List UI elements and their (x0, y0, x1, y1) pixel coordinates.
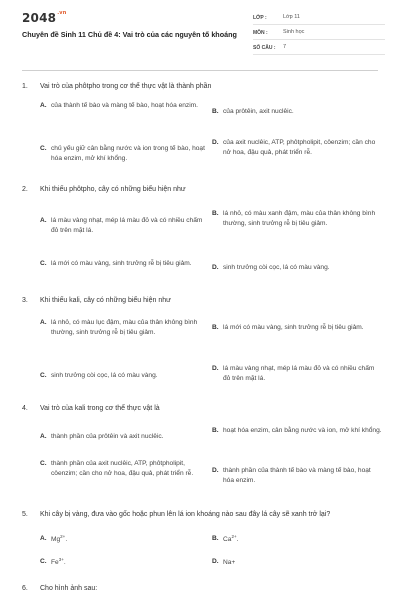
ion-symbol: Mg (51, 536, 61, 544)
meta-row-grade (253, 12, 385, 25)
question-3 (22, 296, 382, 305)
ion-symbol: Na+ (223, 559, 236, 567)
option-letter: B. (212, 324, 219, 331)
option-2d[interactable] (212, 263, 382, 273)
question-4 (22, 404, 382, 413)
question-text: Khi cây bị vàng, đưa vào gốc hoặc phun lên lá ion khoáng nào sau đây lá cây sẽ xanh trở lại? (40, 511, 331, 518)
meta-label: LỚP : (253, 14, 267, 21)
site-logo[interactable] (22, 10, 67, 26)
option-text: lá màu vàng nhạt, mép lá màu đỏ và có nhiều chấm đỏ trên mặt lá. (223, 365, 375, 382)
option-5c[interactable] (40, 557, 210, 568)
option-text (51, 534, 210, 545)
option-1d[interactable] (212, 138, 382, 157)
meta-label: SỐ CÂU : (253, 44, 276, 51)
question-number: 6. (22, 585, 28, 592)
option-letter: A. (40, 217, 47, 224)
question-text: Vai trò của kali trong cơ thể thực vật là (40, 405, 160, 412)
question-stem (22, 510, 382, 519)
ion-symbol: Ca (223, 536, 232, 544)
option-text: sinh trưởng còi cọc, lá có màu vàng. (223, 264, 330, 271)
meta-row-count (253, 42, 385, 55)
document-header (0, 0, 400, 68)
option-text: lá màu vàng nhạt, mép lá màu đỏ và có nhiều chấm đỏ trên mặt lá. (51, 217, 203, 234)
option-letter: C. (40, 372, 47, 379)
question-text: Cho hình ảnh sau: (40, 585, 98, 592)
option-text: của axit nuclêic, ATP, phôtpholipit, côenzim; cần cho nở hoa, đậu quả, phát triển rễ. (223, 139, 376, 156)
meta-panel (253, 12, 385, 57)
question-stem (22, 584, 382, 593)
question-6 (22, 584, 382, 593)
question-stem (22, 185, 382, 194)
option-4c[interactable] (40, 459, 210, 478)
question-stem (22, 82, 382, 91)
option-letter: A. (40, 102, 47, 109)
option-tail: . (63, 559, 66, 567)
option-letter: D. (212, 365, 219, 372)
option-text: của thành tế bào và màng tế bào, hoạt hóa enzim. (51, 102, 198, 109)
option-letter: C. (40, 260, 47, 267)
option-3b[interactable] (212, 323, 382, 333)
meta-value: Sinh học (283, 29, 305, 36)
header-divider (22, 70, 378, 71)
option-tail: . (236, 536, 239, 544)
option-1a[interactable] (40, 101, 210, 111)
option-letter: D. (212, 264, 219, 271)
option-letter: A. (40, 535, 47, 542)
option-3d[interactable] (212, 364, 382, 383)
option-letter: B. (212, 210, 219, 217)
option-5d[interactable] (212, 557, 382, 568)
option-text: thành phần của axit nuclêic, ATP, phôtpholipit, côenzim; cần cho nở hoa, đậu quả, phát triển rễ. (51, 460, 194, 477)
meta-value: Lớp 11 (283, 14, 300, 21)
question-number: 4. (22, 405, 28, 412)
option-text (223, 557, 382, 568)
ion-symbol: Fe (51, 559, 59, 567)
option-text: sinh trưởng còi cọc, lá có màu vàng. (51, 372, 158, 379)
option-text (51, 557, 210, 568)
option-5b[interactable] (212, 534, 382, 545)
question-2 (22, 185, 382, 194)
question-text: Vai trò của phôtpho trong cơ thể thực vật là thành phần (40, 83, 212, 90)
option-letter: A. (40, 319, 47, 326)
question-stem (22, 296, 382, 305)
option-letter: D. (212, 558, 219, 565)
option-letter: C. (40, 145, 47, 152)
option-text: thành phần của thành tế bào và màng tế bào, hoạt hóa enzim. (223, 467, 371, 484)
option-3c[interactable] (40, 371, 210, 381)
option-tail: . (65, 536, 68, 544)
option-2a[interactable] (40, 216, 208, 235)
question-number: 3. (22, 297, 28, 304)
question-stem (22, 404, 382, 413)
option-4a[interactable] (40, 432, 210, 442)
question-text: Khi thiếu phôtpho, cây có những biểu hiện như (40, 186, 186, 193)
option-text: hoạt hóa enzim, cân bằng nước và ion, mở khí khổng. (223, 427, 382, 434)
option-text: lá mới có màu vàng, sinh trưởng rễ bị tiêu giảm. (51, 260, 192, 267)
option-letter: B. (212, 427, 219, 434)
option-letter: C. (40, 558, 47, 565)
option-3a[interactable] (40, 318, 210, 337)
ion-charge: 2+ (60, 534, 66, 539)
question-1 (22, 82, 382, 91)
option-letter: B. (212, 535, 219, 542)
meta-value: 7 (283, 44, 287, 51)
option-1b[interactable] (212, 107, 382, 117)
option-text: lá nhỏ, có màu xanh đậm, màu của thân không bình thường, sinh trưởng rễ bị tiêu giảm. (223, 210, 376, 227)
option-text: thành phần của prôtêin và axit nuclêic. (51, 433, 164, 440)
meta-label: MÔN : (253, 29, 268, 36)
option-2c[interactable] (40, 259, 208, 269)
document-title: Chuyên đề Sinh 11 Chủ đề 4: Vai trò của các nguyên tố khoáng (22, 30, 237, 39)
option-letter: A. (40, 433, 47, 440)
option-text (223, 534, 382, 545)
logo-suffix: .vn (57, 10, 67, 16)
ion-charge: 3+ (58, 557, 64, 562)
option-text: lá nhỏ, có màu lục đậm, màu của thân không bình thường, sinh trưởng rễ bị tiêu giảm. (51, 319, 198, 336)
logo-text: 2048 (22, 11, 57, 25)
option-letter: D. (212, 139, 219, 146)
question-5 (22, 510, 382, 519)
question-number: 2. (22, 186, 28, 193)
option-letter: D. (212, 467, 219, 474)
option-4d[interactable] (212, 466, 382, 485)
question-text: Khi thiếu kali, cây có những biểu hiện như (40, 297, 171, 304)
option-2b[interactable] (212, 209, 382, 228)
ion-charge: 2+ (231, 534, 237, 539)
option-1c[interactable] (40, 144, 208, 163)
question-number: 5. (22, 511, 28, 518)
meta-row-subject (253, 27, 385, 40)
option-text: của prôtêin, axit nuclêic. (223, 108, 294, 115)
question-number: 1. (22, 83, 28, 90)
option-text: lá mới có màu vàng, sinh trưởng rễ bị tiêu giảm. (223, 324, 364, 331)
option-text: chủ yếu giữ cân bằng nước và ion trong tế bào, hoạt hóa enzim, mở khí khổng. (51, 145, 205, 162)
option-letter: C. (40, 460, 47, 467)
option-5a[interactable] (40, 534, 210, 545)
option-4b[interactable] (212, 426, 382, 436)
option-letter: B. (212, 108, 219, 115)
